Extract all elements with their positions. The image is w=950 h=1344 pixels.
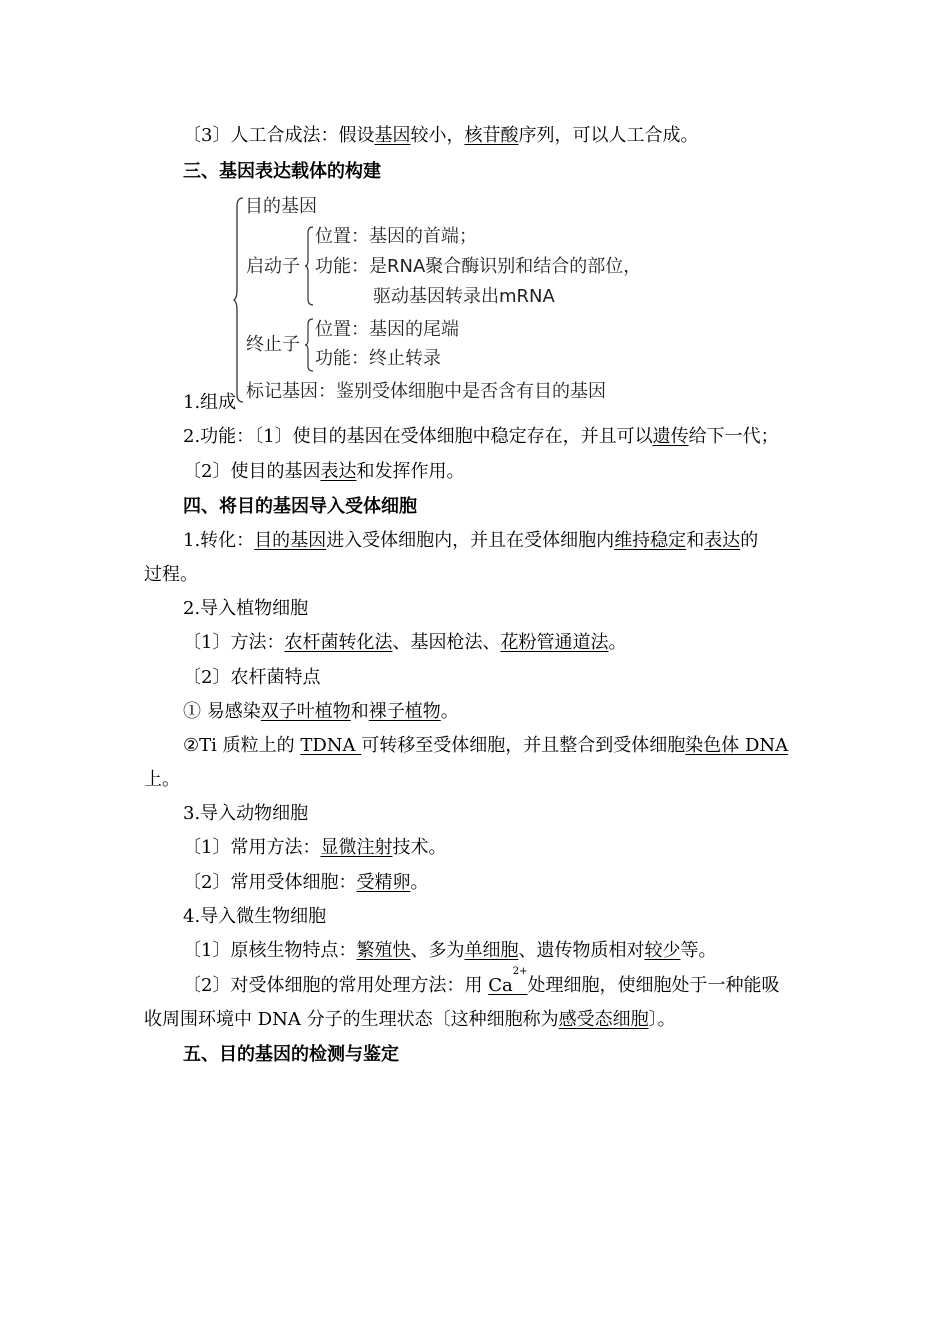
paragraph-calcium-treatment: 〔2〕对受体细胞的常用处理方法：用 $Ca^{2+}$处理细胞，使细胞处于一种能吸 bbox=[183, 966, 780, 996]
diagram-promoter-function-2: 驱动基因转录出mRNA bbox=[373, 286, 555, 307]
promoter-brace bbox=[305, 226, 315, 306]
item-animal-cells: 3.导入动物细胞 bbox=[183, 803, 309, 824]
diagram-promoter: 启动子 bbox=[246, 256, 300, 277]
diagram-marker-gene: 标记基因：鉴别受体细胞中是否含有目的基因 bbox=[246, 381, 606, 402]
heading-section-3: 三、基因表达载体的构建 bbox=[183, 161, 381, 182]
diagram-target-gene: 目的基因 bbox=[245, 196, 317, 217]
paragraph-animal-method: 〔1〕常用方法：显微注射技术。 bbox=[183, 837, 447, 858]
paragraph-plant-methods: 〔1〕方法：农杆菌转化法、基因枪法、花粉管通道法。 bbox=[183, 632, 627, 653]
outer-brace bbox=[234, 196, 246, 404]
paragraph-function-2: 〔2〕使目的基因表达和发挥作用。 bbox=[183, 461, 465, 482]
composition-label: 1.组成 bbox=[183, 392, 237, 413]
item-plant-cells: 2.导入植物细胞 bbox=[183, 598, 309, 619]
paragraph-susceptible: ① 易感染双子叶植物和裸子植物。 bbox=[183, 701, 459, 722]
diagram-terminator-position: 位置：基因的尾端 bbox=[315, 319, 459, 340]
heading-section-4: 四、将目的基因导入受体细胞 bbox=[183, 496, 417, 517]
paragraph-animal-recipient: 〔2〕常用受体细胞：受精卵。 bbox=[183, 872, 429, 893]
diagram-terminator-function: 功能：终止转录 bbox=[315, 348, 441, 369]
paragraph-artificial-synthesis: 〔3〕人工合成法：假设基因较小，核苷酸序列，可以人工合成。 bbox=[183, 125, 699, 146]
paragraph-function-1: 2.功能：〔1〕使目的基因在受体细胞中稳定存在，并且可以遗传给下一代； bbox=[183, 426, 779, 447]
diagram-promoter-position: 位置：基因的首端； bbox=[315, 226, 477, 247]
item-microbe-cells: 4.导入微生物细胞 bbox=[183, 906, 327, 927]
paragraph-prokaryote-features: 〔1〕原核生物特点：繁殖快、多为单细胞、遗传物质相对较少等。 bbox=[183, 940, 717, 961]
paragraph-ti-plasmid: ②Ti 质粒上的 TDNA 可转移至受体细胞，并且整合到受体细胞染色体 DNA bbox=[183, 735, 789, 756]
diagram-terminator: 终止子 bbox=[246, 334, 300, 355]
terminator-brace bbox=[305, 318, 315, 372]
paragraph-transformation: 1.转化：目的基因进入受体细胞内，并且在受体细胞内维持稳定和表达的 bbox=[183, 530, 759, 551]
paragraph-ti-plasmid-cont: 上。 bbox=[144, 769, 180, 790]
item-agrobacterium: 〔2〕农杆菌特点 bbox=[183, 667, 321, 688]
diagram-promoter-function-1: 功能：是RNA聚合酶识别和结合的部位， bbox=[315, 256, 642, 277]
paragraph-calcium-treatment-cont: 收周围环境中 DNA 分子的生理状态〔这种细胞称为感受态细胞〕。 bbox=[144, 1009, 676, 1030]
paragraph-transformation-cont: 过程。 bbox=[144, 564, 198, 585]
heading-section-5: 五、目的基因的检测与鉴定 bbox=[183, 1044, 399, 1065]
